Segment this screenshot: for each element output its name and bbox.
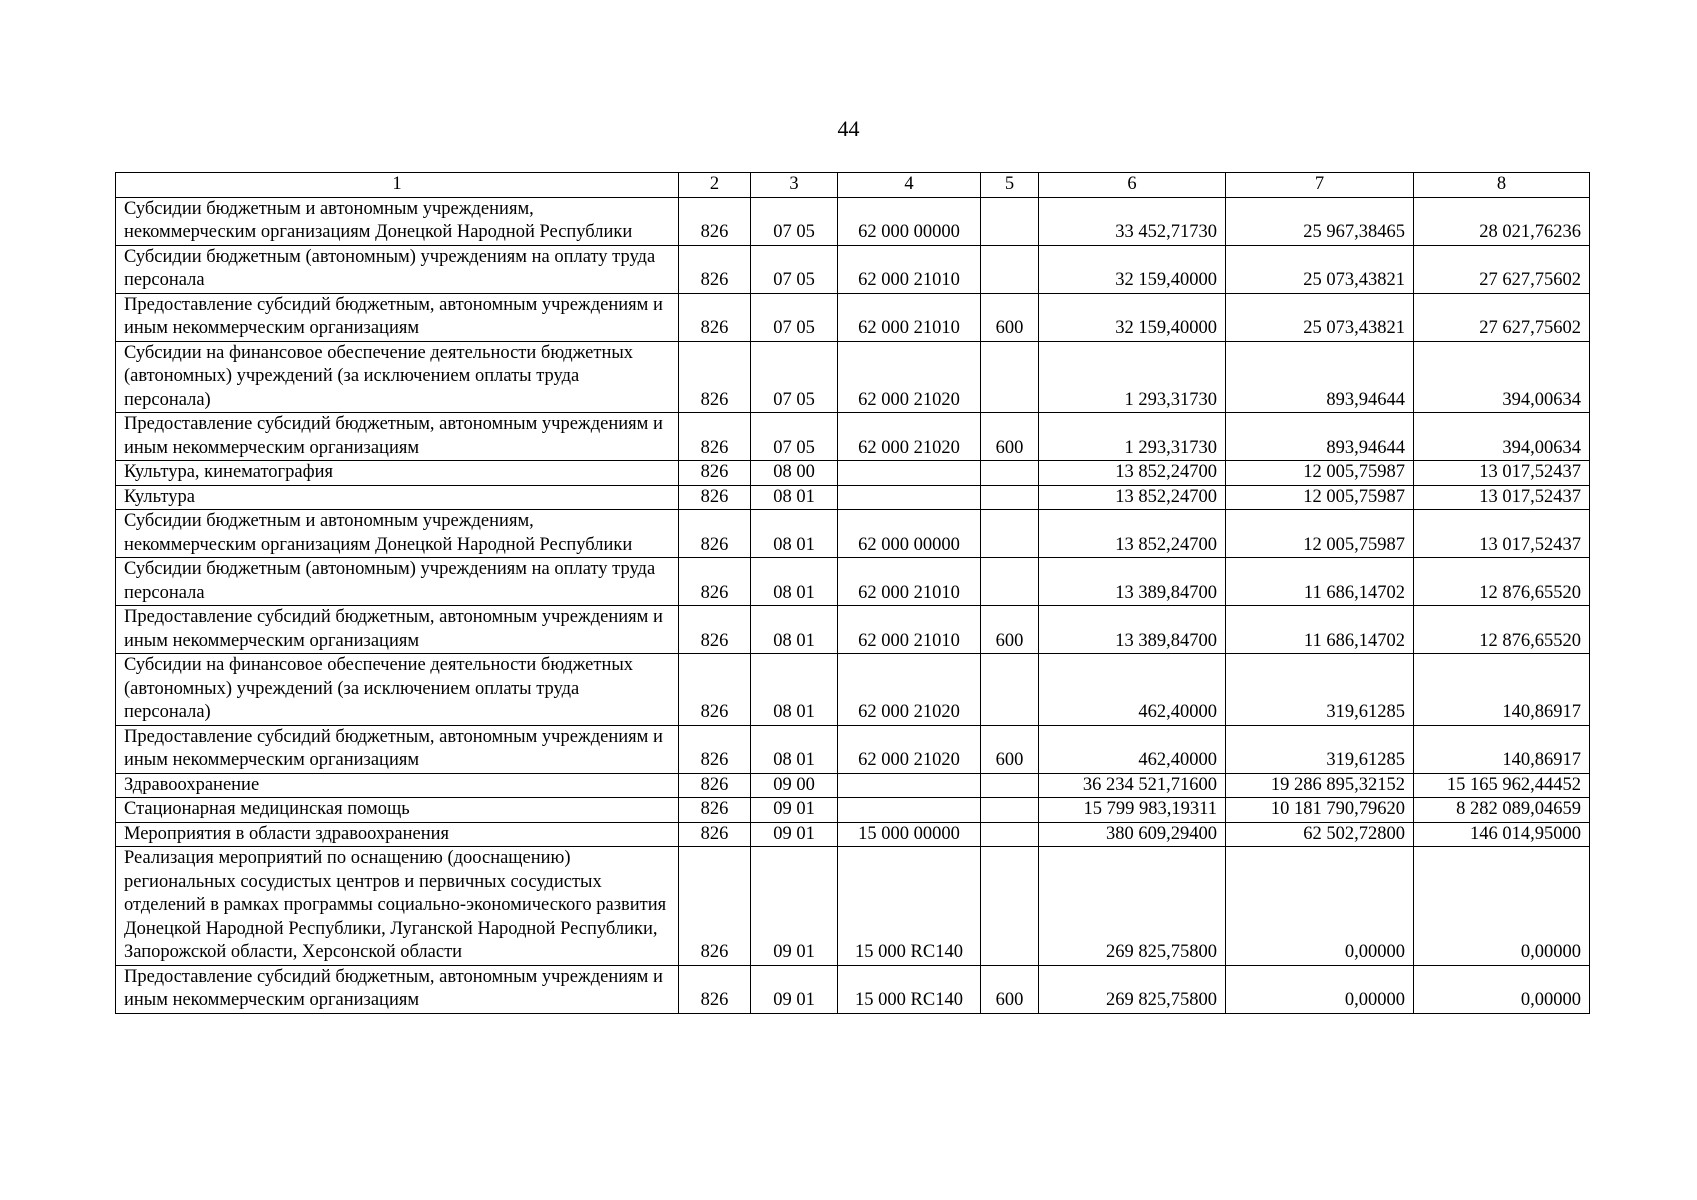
item-name: Здравоохранение	[116, 773, 679, 798]
ministry-code: 826	[679, 725, 751, 773]
amount-col6: 13 389,84700	[1039, 558, 1226, 606]
table-row	[116, 847, 1590, 966]
ministry-code: 826	[679, 798, 751, 823]
item-name: Предоставление субсидий бюджетным, автономным учреждениям и иным некоммерческим организациям	[116, 413, 679, 461]
amount-col7: 12 005,75987	[1226, 510, 1414, 558]
item-name: Субсидии бюджетным (автономным) учреждениям на оплату труда персонала	[116, 558, 679, 606]
ministry-code: 826	[679, 413, 751, 461]
table-row	[116, 510, 1590, 558]
ministry-code: 826	[679, 197, 751, 245]
section-code: 07 05	[751, 197, 838, 245]
section-code: 08 01	[751, 510, 838, 558]
amount-col8: 394,00634	[1414, 341, 1590, 413]
target-article-code: 62 000 21020	[838, 341, 981, 413]
target-article-code	[838, 773, 981, 798]
ministry-code: 826	[679, 606, 751, 654]
amount-col8: 140,86917	[1414, 725, 1590, 773]
target-article-code: 15 000 RC140	[838, 965, 981, 1013]
amount-col8: 15 165 962,44452	[1414, 773, 1590, 798]
amount-col6: 13 852,24700	[1039, 485, 1226, 510]
expense-type-code	[981, 798, 1039, 823]
expense-type-code	[981, 773, 1039, 798]
table-row	[116, 461, 1590, 486]
item-name: Культура	[116, 485, 679, 510]
header-cell: 5	[981, 173, 1039, 198]
expense-type-code: 600	[981, 293, 1039, 341]
amount-col7: 11 686,14702	[1226, 558, 1414, 606]
target-article-code: 62 000 21010	[838, 293, 981, 341]
section-code: 08 01	[751, 558, 838, 606]
ministry-code: 826	[679, 341, 751, 413]
table-row	[116, 293, 1590, 341]
amount-col8: 0,00000	[1414, 847, 1590, 966]
amount-col6: 462,40000	[1039, 654, 1226, 726]
amount-col7: 25 967,38465	[1226, 197, 1414, 245]
expense-type-code	[981, 461, 1039, 486]
item-name: Субсидии бюджетным и автономным учреждениям, некоммерческим организациям Донецкой Народной Республики	[116, 510, 679, 558]
item-name: Предоставление субсидий бюджетным, автономным учреждениям и иным некоммерческим организациям	[116, 965, 679, 1013]
item-name: Субсидии на финансовое обеспечение деятельности бюджетных (автономных) учреждений (за исключением оплаты труда персонала)	[116, 341, 679, 413]
header-cell: 7	[1226, 173, 1414, 198]
table-row	[116, 485, 1590, 510]
item-name: Мероприятия в области здравоохранения	[116, 822, 679, 847]
ministry-code: 826	[679, 510, 751, 558]
expense-type-code: 600	[981, 606, 1039, 654]
section-code: 07 05	[751, 413, 838, 461]
ministry-code: 826	[679, 293, 751, 341]
table-row	[116, 606, 1590, 654]
amount-col6: 1 293,31730	[1039, 413, 1226, 461]
expense-type-code	[981, 847, 1039, 966]
amount-col7: 12 005,75987	[1226, 461, 1414, 486]
target-article-code	[838, 485, 981, 510]
item-name: Культура, кинематография	[116, 461, 679, 486]
section-code: 09 01	[751, 965, 838, 1013]
expense-type-code	[981, 558, 1039, 606]
item-name: Предоставление субсидий бюджетным, автономным учреждениям и иным некоммерческим организациям	[116, 606, 679, 654]
amount-col8: 140,86917	[1414, 654, 1590, 726]
amount-col6: 36 234 521,71600	[1039, 773, 1226, 798]
amount-col7: 893,94644	[1226, 413, 1414, 461]
section-code: 07 05	[751, 293, 838, 341]
amount-col6: 462,40000	[1039, 725, 1226, 773]
expense-type-code: 600	[981, 725, 1039, 773]
amount-col7: 0,00000	[1226, 847, 1414, 966]
amount-col6: 269 825,75800	[1039, 847, 1226, 966]
section-code: 09 01	[751, 798, 838, 823]
expense-type-code	[981, 485, 1039, 510]
ministry-code: 826	[679, 245, 751, 293]
item-name: Субсидии бюджетным и автономным учреждениям, некоммерческим организациям Донецкой Народной Республики	[116, 197, 679, 245]
item-name: Реализация мероприятий по оснащению (дооснащению) региональных сосудистых центров и первичных сосудистых отделений в рамках программы социально-экономического развития Донецкой Народной Республики, Луганской Народной Республики, Запорожской области, Херсонской области	[116, 847, 679, 966]
amount-col7: 319,61285	[1226, 654, 1414, 726]
amount-col7: 0,00000	[1226, 965, 1414, 1013]
target-article-code: 62 000 21010	[838, 558, 981, 606]
amount-col8: 12 876,65520	[1414, 606, 1590, 654]
item-name: Субсидии бюджетным (автономным) учреждениям на оплату труда персонала	[116, 245, 679, 293]
target-article-code: 62 000 00000	[838, 510, 981, 558]
section-code: 08 01	[751, 606, 838, 654]
amount-col7: 893,94644	[1226, 341, 1414, 413]
section-code: 09 01	[751, 847, 838, 966]
item-name: Предоставление субсидий бюджетным, автономным учреждениям и иным некоммерческим организациям	[116, 293, 679, 341]
table-row	[116, 654, 1590, 726]
amount-col6: 15 799 983,19311	[1039, 798, 1226, 823]
amount-col7: 25 073,43821	[1226, 245, 1414, 293]
amount-col8: 0,00000	[1414, 965, 1590, 1013]
table-row	[116, 341, 1590, 413]
amount-col8: 394,00634	[1414, 413, 1590, 461]
table-row	[116, 725, 1590, 773]
target-article-code: 62 000 21010	[838, 245, 981, 293]
section-code: 09 01	[751, 822, 838, 847]
ministry-code: 826	[679, 847, 751, 966]
table-row	[116, 245, 1590, 293]
expense-type-code	[981, 654, 1039, 726]
header-cell: 6	[1039, 173, 1226, 198]
expense-type-code	[981, 245, 1039, 293]
header-cell: 8	[1414, 173, 1590, 198]
table-row	[116, 798, 1590, 823]
table-row	[116, 558, 1590, 606]
amount-col6: 13 852,24700	[1039, 461, 1226, 486]
section-code: 07 05	[751, 245, 838, 293]
expense-type-code	[981, 341, 1039, 413]
expense-type-code: 600	[981, 965, 1039, 1013]
amount-col7: 25 073,43821	[1226, 293, 1414, 341]
ministry-code: 826	[679, 558, 751, 606]
section-code: 08 00	[751, 461, 838, 486]
target-article-code: 62 000 21010	[838, 606, 981, 654]
expense-type-code: 600	[981, 413, 1039, 461]
amount-col8: 146 014,95000	[1414, 822, 1590, 847]
amount-col8: 13 017,52437	[1414, 461, 1590, 486]
amount-col6: 269 825,75800	[1039, 965, 1226, 1013]
amount-col6: 380 609,29400	[1039, 822, 1226, 847]
expense-type-code	[981, 822, 1039, 847]
amount-col7: 62 502,72800	[1226, 822, 1414, 847]
amount-col8: 13 017,52437	[1414, 485, 1590, 510]
amount-col6: 1 293,31730	[1039, 341, 1226, 413]
section-code: 08 01	[751, 725, 838, 773]
amount-col8: 28 021,76236	[1414, 197, 1590, 245]
amount-col8: 27 627,75602	[1414, 293, 1590, 341]
ministry-code: 826	[679, 822, 751, 847]
table-row	[116, 822, 1590, 847]
amount-col6: 13 852,24700	[1039, 510, 1226, 558]
amount-col8: 13 017,52437	[1414, 510, 1590, 558]
ministry-code: 826	[679, 965, 751, 1013]
table-row	[116, 773, 1590, 798]
amount-col6: 33 452,71730	[1039, 197, 1226, 245]
amount-col8: 12 876,65520	[1414, 558, 1590, 606]
ministry-code: 826	[679, 773, 751, 798]
target-article-code	[838, 798, 981, 823]
target-article-code	[838, 461, 981, 486]
header-cell: 4	[838, 173, 981, 198]
ministry-code: 826	[679, 461, 751, 486]
target-article-code: 15 000 00000	[838, 822, 981, 847]
header-cell: 1	[116, 173, 679, 198]
header-cell: 2	[679, 173, 751, 198]
section-code: 07 05	[751, 341, 838, 413]
amount-col8: 8 282 089,04659	[1414, 798, 1590, 823]
page-number: 44	[837, 116, 860, 141]
section-code: 08 01	[751, 654, 838, 726]
expense-type-code	[981, 197, 1039, 245]
amount-col8: 27 627,75602	[1414, 245, 1590, 293]
section-code: 08 01	[751, 485, 838, 510]
target-article-code: 62 000 21020	[838, 725, 981, 773]
budget-table	[115, 172, 1590, 1014]
amount-col6: 32 159,40000	[1039, 293, 1226, 341]
header-cell: 3	[751, 173, 838, 198]
amount-col7: 11 686,14702	[1226, 606, 1414, 654]
header-row	[116, 173, 1590, 198]
table-row	[116, 197, 1590, 245]
amount-col7: 19 286 895,32152	[1226, 773, 1414, 798]
ministry-code: 826	[679, 485, 751, 510]
ministry-code: 826	[679, 654, 751, 726]
amount-col6: 32 159,40000	[1039, 245, 1226, 293]
target-article-code: 62 000 21020	[838, 654, 981, 726]
amount-col6: 13 389,84700	[1039, 606, 1226, 654]
amount-col7: 12 005,75987	[1226, 485, 1414, 510]
amount-col7: 319,61285	[1226, 725, 1414, 773]
target-article-code: 15 000 RC140	[838, 847, 981, 966]
section-code: 09 00	[751, 773, 838, 798]
item-name: Предоставление субсидий бюджетным, автономным учреждениям и иным некоммерческим организациям	[116, 725, 679, 773]
expense-type-code	[981, 510, 1039, 558]
target-article-code: 62 000 00000	[838, 197, 981, 245]
table-row	[116, 965, 1590, 1013]
amount-col7: 10 181 790,79620	[1226, 798, 1414, 823]
item-name: Стационарная медицинская помощь	[116, 798, 679, 823]
item-name: Субсидии на финансовое обеспечение деятельности бюджетных (автономных) учреждений (за исключением оплаты труда персонала)	[116, 654, 679, 726]
table-row	[116, 413, 1590, 461]
target-article-code: 62 000 21020	[838, 413, 981, 461]
